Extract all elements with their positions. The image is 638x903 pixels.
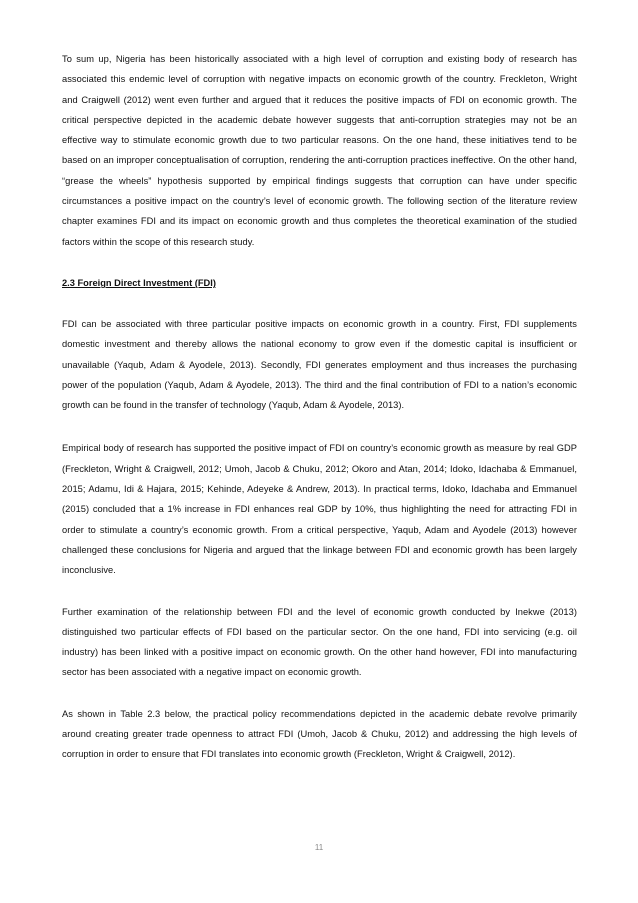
paragraph-corruption-summary: To sum up, Nigeria has been historically associated with a high level of corruption and existing body of research has associated this endemic level of corruption with negative impacts on economic growth of the country. Freckleton, Wright and Craigwell (2012) went even further and argued that it reduces the positive impacts of FDI on economic growth. The critical perspective depicted in the academic debate however suggests that anti-corruption strategies may not be an effective way to stimulate economic growth due to two particular reasons. On the one hand, these initiatives tend to be based on an improper conceptualisation of corruption, rendering the anti-corruption practices ineffective. On the other hand, “grease the wheels” hypothesis supported by empirical findings suggests that corruption can have under specific circumstances a positive impact on the country’s level of economic growth. The following section of the literature review chapter examines FDI and its impact on economic growth and thus completes the theoretical examination of the studied factors within the scope of this research study. [62, 54, 577, 247]
paragraph-fdi-impacts: FDI can be associated with three particular positive impacts on economic growth in a country. First, FDI supplements domestic investment and thereby allows the national economy to grow even if the domestic capital is insufficient or unavailable (Yaqub, Adam & Ayodele, 2013). Secondly, FDI generates employment and thus increases the purchasing power of the population (Yaqub, Adam & Ayodele, 2013). The third and the final contribution of FDI to a nation’s economic growth can be found in the transfer of technology (Yaqub, Adam & Ayodele, 2013). [62, 318, 577, 411]
paragraph-gap [62, 683, 577, 704]
paragraph-gap [62, 581, 577, 602]
document-page [62, 49, 577, 765]
page-number: 11 [314, 843, 324, 852]
paragraph-empirical-research: Empirical body of research has supported the positive impact of FDI on country’s economic growth as measure by real GDP (Freckleton, Wright & Craigwell, 2012; Umoh, Jacob & Chuku, 2012; Okoro and Atan, 2014; Idoko, Idachaba & Emmanuel, 2015; Adamu, Idi & Hajara, 2015; Kehinde, Adeyeke & Andrew, 2013). In practical terms, Idoko, Idachaba and Emmanuel (2015) concluded that a 1% increase in FDI enhances real GDP by 10%, thus highlighting the need for attracting FDI in order to stimulate a country’s economic growth. From a critical perspective, Yaqub, Adam and Ayodele (2013) however challenged these conclusions for Nigeria and argued that the linkage between FDI and economic growth has been largely inconclusive. [62, 443, 577, 576]
section-heading: 2.3 Foreign Direct Investment (FDI) [62, 277, 216, 288]
paragraph-gap [62, 293, 577, 314]
paragraph-policy-recommendations: As shown in Table 2.3 below, the practical policy recommendations depicted in the academic debate revolve primarily around creating greater trade openness to attract FDI (Umoh, Jacob & Chuku, 2012) and addressing the high levels of corruption in order to ensure that FDI translates into economic growth (Freckleton, Wright & Craigwell, 2012). [62, 708, 577, 760]
paragraph-gap [62, 252, 577, 273]
paragraph-sector-effects: Further examination of the relationship between FDI and the level of economic growth conducted by Inekwe (2013) distinguished two particular effects of FDI based on the particular sector. On the one hand, FDI into servicing (e.g. oil industry) has been linked with a positive impact on economic growth. On the other hand however, FDI into manufacturing sector has been associated with a negative impact on economic growth. [62, 606, 577, 678]
paragraph-gap [62, 415, 577, 438]
